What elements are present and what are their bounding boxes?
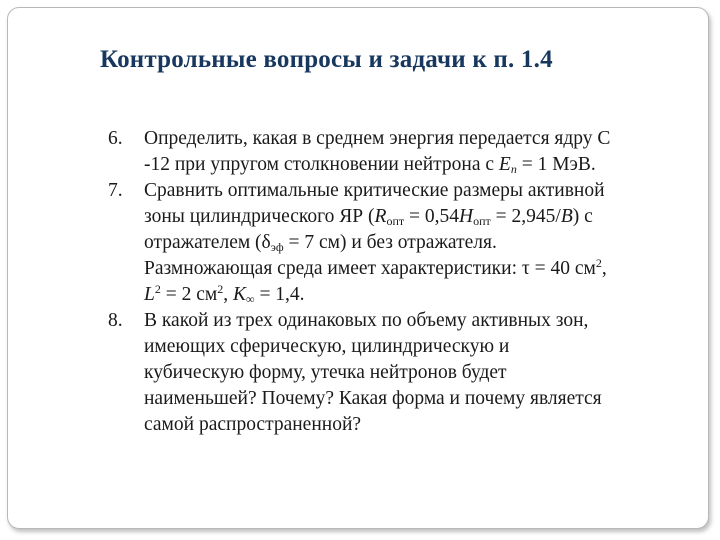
- slide-title: Контрольные вопросы и задачи к п. 1.4: [100, 46, 553, 73]
- question-line: В какой из трех одинаковых по объему активных зон,: [144, 310, 589, 331]
- question-list: [108, 126, 694, 438]
- question-8: [108, 308, 694, 438]
- question-number: 7.: [108, 180, 123, 201]
- question-line: Сравнить оптимальные критические размеры активной: [144, 180, 605, 201]
- question-number: 6.: [108, 128, 123, 149]
- question-line: Размножающая среда имеет характеристики: τ = 40 $см^2$,: [144, 256, 607, 279]
- question-line: самой распространенной?: [144, 414, 362, 435]
- question-line: Определить, какая в среднем энергия передается ядру С: [144, 128, 611, 149]
- question-line: -12 при упругом столкновении нейтрона с $E_n = 1$ МэВ.: [144, 154, 596, 176]
- question-line: имеющих сферическую, цилиндрическую и: [144, 336, 510, 357]
- question-7: [108, 178, 694, 308]
- question-line: зоны цилиндрического ЯР $(R_{опт} = 0,54H_{опт} = 2,945/B)$ с: [144, 206, 593, 228]
- question-number: 8.: [108, 310, 123, 331]
- question-line: кубическую форму, утечка нейтронов будет: [144, 362, 507, 383]
- question-line: $L^2 = 2$ $см^2$, $K_\infty = 1,4$.: [144, 282, 305, 306]
- question-line: отражателем ($\delta_{эф} = 7$ см) и без отражателя.: [144, 232, 497, 254]
- question-6: [108, 126, 694, 178]
- question-line: наименьшей? Почему? Какая форма и почему является: [144, 388, 602, 409]
